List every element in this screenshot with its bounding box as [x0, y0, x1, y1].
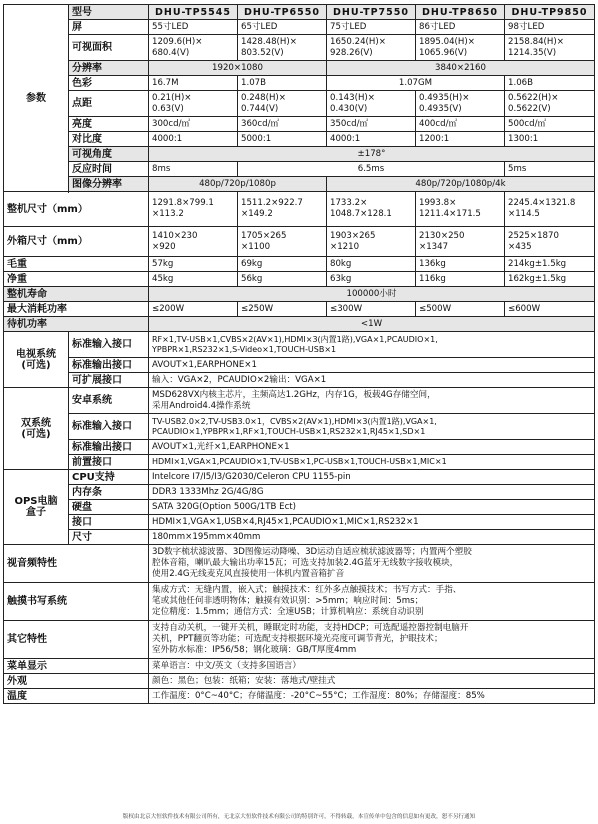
row-label: 标准输出接口: [69, 440, 149, 455]
dual-front-row: [4, 455, 595, 470]
cell: 工作温度：0°C~40°C；存储温度：-20°C~55°C；工作湿度：80%；存储湿度：85%: [149, 689, 595, 704]
row-label: 视音频特性: [4, 545, 149, 583]
line: RF×1,TV-USB×1,CVBS×2(AV×1),HDMI×3(内置1路),VGA×1,PCAUDIO×1,: [152, 334, 438, 344]
box-row: [4, 227, 595, 257]
line: 2525×1870: [508, 230, 559, 241]
ops-cpu-row: [4, 470, 595, 485]
model-name: DHU-TP5545: [149, 5, 238, 20]
life-row: [4, 287, 595, 302]
cell: SATA 320G(Option 500G/1TB Ect): [149, 500, 595, 515]
model-name: DHU-TP8650: [416, 5, 505, 20]
cell: [416, 35, 505, 61]
cell: 180mm×195mm×40mm: [149, 530, 595, 545]
cell: 57kg: [149, 257, 238, 272]
row-label: 可扩展接口: [69, 373, 149, 388]
tv-output-row: [4, 358, 595, 373]
cell: 86寸LED: [416, 20, 505, 35]
av-row: [4, 545, 595, 583]
line: 803.52(V): [241, 47, 284, 58]
row-label: 对比度: [69, 132, 149, 147]
row-label: 触摸书写系统: [4, 583, 149, 621]
cell: 1300:1: [505, 132, 595, 147]
line: 0.248(H)×: [241, 92, 286, 103]
cell: [238, 192, 327, 227]
line: 0.5622(H)×: [508, 92, 559, 103]
line: 1705×265: [241, 230, 287, 241]
copyright-footer: 版权由北京大恒软件技术有限公司所有，无北京大恒软件技术有限公司的特别许可，不得转载，本宣传单中包含的信息如有更改，恕不另行通知: [122, 814, 476, 820]
cell: [149, 91, 238, 117]
standby-row: [4, 317, 595, 332]
line: TV-USB2.0×2,TV-USB3.0×1，CVBS×2(AV×1),HDMI×3(内置1路),VGA×1,: [152, 416, 437, 426]
row-label: 标准输入接口: [69, 332, 149, 358]
line: 集成方式：无缝内置，嵌入式；触摸技术：红外多点触摸技术；书写方式：手指、: [152, 585, 462, 595]
cell: [327, 192, 416, 227]
cell: [149, 545, 595, 583]
line: 928.26(V): [330, 47, 373, 58]
line: 2158.84(H)×: [508, 36, 564, 47]
line: 1410×230: [152, 230, 198, 241]
line: 1428.48(H)×: [241, 36, 297, 47]
row-label: 亮度: [69, 117, 149, 132]
row-label: 分辨率: [69, 61, 149, 76]
row-label: 标准输入接口: [69, 414, 149, 440]
cell: 360cd/㎡: [238, 117, 327, 132]
resolution-row: [4, 61, 595, 76]
line: 0.21(H)×: [152, 92, 192, 103]
tv-ext-row: [4, 373, 595, 388]
line: ×114.5: [508, 209, 540, 219]
cell: 69kg: [238, 257, 327, 272]
brightness-row: [4, 117, 595, 132]
line: ×149.2: [241, 209, 273, 219]
temp-row: [4, 689, 595, 704]
row-label: 外箱尺寸（mm）: [4, 227, 149, 257]
cell: ≤200W: [149, 302, 238, 317]
cell: [149, 227, 238, 257]
cell: [416, 192, 505, 227]
section-ops: [4, 470, 69, 545]
model-name: DHU-TP7550: [327, 5, 416, 20]
line: OPS电脑: [14, 496, 58, 507]
cell: 75寸LED: [327, 20, 416, 35]
header-row: [4, 5, 595, 20]
row-label: 其它特性: [4, 621, 149, 659]
cell: 16.7M: [149, 76, 238, 91]
cell: 6.5ms: [238, 162, 505, 177]
cell: [238, 91, 327, 117]
line: 680.4(V): [152, 47, 190, 58]
cell: <1W: [149, 317, 595, 332]
line: 1214.35(V): [508, 47, 557, 58]
cell: 1.07B: [238, 76, 327, 91]
line: ×1210: [330, 241, 360, 252]
model-name: DHU-TP9850: [505, 5, 595, 20]
cell: ≤500W: [416, 302, 505, 317]
row-label: 反应时间: [69, 162, 149, 177]
line: (可选): [21, 359, 51, 371]
cell: 214kg±1.5kg: [505, 257, 595, 272]
line: 0.143(H)×: [330, 92, 375, 103]
cell: AVOUT×1,光纤×1,EARPHONE×1: [149, 440, 595, 455]
cell: 4000:1: [149, 132, 238, 147]
dual-output-row: [4, 440, 595, 455]
spec-table: [3, 4, 595, 704]
cell: [327, 227, 416, 257]
line: 支持自动关机，一键开关机，睡眠定时功能，支持HDCP；可选配遥控器控制电脑开: [152, 623, 469, 633]
line: 0.5622(V): [508, 103, 551, 114]
image-resolution-row: [4, 177, 595, 192]
line: 1733.2×: [330, 198, 368, 208]
cell: [149, 35, 238, 61]
cell: 300cd/㎡: [149, 117, 238, 132]
line: 0.4935(H)×: [419, 92, 470, 103]
cell: 8ms: [149, 162, 238, 177]
tv-input-row: [4, 332, 595, 358]
cell: [505, 227, 595, 257]
line: 1650.24(H)×: [330, 36, 386, 47]
area-row: [4, 35, 595, 61]
row-label: 温度: [4, 689, 149, 704]
response-row: [4, 162, 595, 177]
line: 1065.96(V): [419, 47, 468, 58]
line: 室外防水标准：IP56/58；钢化玻璃：GB/T厚度4mm: [152, 645, 357, 655]
color-row: [4, 76, 595, 91]
line: 1211.4×171.5: [419, 209, 481, 219]
line: 盒子: [26, 507, 46, 518]
row-label: 安卓系统: [69, 388, 149, 414]
cell: 1200:1: [416, 132, 505, 147]
row-label: CPU支持: [69, 470, 149, 485]
line: 1895.04(H)×: [419, 36, 475, 47]
line: 1209.6(H)×: [152, 36, 203, 47]
cell: [149, 192, 238, 227]
line: YPBPR×1,RS232×1,S-Video×1,TOUCH-USB×1: [152, 344, 337, 354]
model-name: DHU-TP6550: [238, 5, 327, 20]
cell: ≤600W: [505, 302, 595, 317]
line: 2245.4×1321.8: [508, 198, 576, 208]
cell: [327, 91, 416, 117]
line: ×1100: [241, 241, 271, 252]
row-label: 接口: [69, 515, 149, 530]
ops-mem-row: [4, 485, 595, 500]
cell: [327, 35, 416, 61]
line: 1511.2×922.7: [241, 198, 303, 208]
section-tv: [4, 332, 69, 388]
line: 关机，PPT翻页等功能；可选配支持根据环境光亮度可调节背光，护眼技术；: [152, 634, 443, 644]
cell: 65寸LED: [238, 20, 327, 35]
cell: 1.07GM: [327, 76, 505, 91]
row-label: 最大消耗功率: [4, 302, 149, 317]
cell: 100000小时: [149, 287, 595, 302]
cell: ≤300W: [327, 302, 416, 317]
cell: 480p/720p/1080p: [149, 177, 327, 192]
row-label: 硬盘: [69, 500, 149, 515]
cell: 菜单语言：中文/英文（支持多国语言）: [149, 659, 595, 674]
cell: 3840×2160: [327, 61, 595, 76]
cell: HDMI×1,VGA×1,USB×4,RJ45×1,PCAUDIO×1,MIC×1,RS232×1: [149, 515, 595, 530]
dual-input-row: [4, 414, 595, 440]
row-label: 待机功率: [4, 317, 149, 332]
size-row: [4, 192, 595, 227]
look-row: [4, 674, 595, 689]
cell: 400cd/㎡: [416, 117, 505, 132]
row-label: 标准输出接口: [69, 358, 149, 373]
cell: 颜色：黑色；包装：纸箱；安装：落地式/壁挂式: [149, 674, 595, 689]
row-label: 前置接口: [69, 455, 149, 470]
line: 腔体音箱，喇叭最大输出功率15瓦；可选支持加装2.4G蓝牙无线数字接收模块，: [152, 558, 459, 568]
cell: 480p/720p/1080p/4k: [327, 177, 595, 192]
row-label: 净重: [4, 272, 149, 287]
cell: ±178°: [149, 147, 595, 162]
line: MSD628VX内核主芯片，主频高达1.2GHz，内存1G，板载4G存储空间，: [152, 389, 436, 400]
line: 定位精度：1.5mm；通信方式：全速USB；计算机响应：系统自动识别: [152, 607, 424, 617]
line: ×1347: [419, 241, 449, 252]
row-label: 毛重: [4, 257, 149, 272]
line: PCAUDIO×1,YPBPR×1,RF×1,TOUCH-USB×1,RS232×1,RJ45×1,SD×1: [152, 426, 426, 436]
cell: 80kg: [327, 257, 416, 272]
row-label: 内存条: [69, 485, 149, 500]
line: ×920: [152, 241, 176, 252]
line: 1903×265: [330, 230, 376, 241]
cell: [149, 332, 595, 358]
cell: 98寸LED: [505, 20, 595, 35]
power-row: [4, 302, 595, 317]
line: 笔或其他任何非透明物体；触摸有效识别：>5mm；响应时间：5ms；: [152, 596, 424, 606]
ops-port-row: [4, 515, 595, 530]
row-label: 色彩: [69, 76, 149, 91]
line: (可选): [21, 428, 51, 440]
line: 使用2.4G无线麦克风直接使用一体机内置音箱扩音: [152, 569, 345, 579]
cell: 输入：VGA×2，PCAUDIO×2输出：VGA×1: [149, 373, 595, 388]
pitch-row: [4, 91, 595, 117]
cell: [416, 91, 505, 117]
line: 3D数字梳状滤波器、3D图像运动降噪、3D运动自适应梳状滤波器等；内置两个塑胶: [152, 547, 472, 557]
cell: 350cd/㎡: [327, 117, 416, 132]
cell: [149, 388, 595, 414]
row-label: 整机尺寸（mm）: [4, 192, 149, 227]
row-label: 可视角度: [69, 147, 149, 162]
dual-android-row: [4, 388, 595, 414]
line: 1291.8×799.1: [152, 198, 214, 208]
cell: 5000:1: [238, 132, 327, 147]
cell: [416, 227, 505, 257]
row-label: 整机寿命: [4, 287, 149, 302]
row-label: 屏: [69, 20, 149, 35]
cell: AVOUT×1,EARPHONE×1: [149, 358, 595, 373]
row-label: 菜单显示: [4, 659, 149, 674]
cell: 500cd/㎡: [505, 117, 595, 132]
line: 电视系统: [16, 348, 56, 360]
line: ×435: [508, 241, 532, 252]
line: 0.63(V): [152, 103, 184, 114]
cell: 5ms: [505, 162, 595, 177]
row-label: 可视面积: [69, 35, 149, 61]
line: 0.4935(V): [419, 103, 462, 114]
line: 采用Android4.4操作系统: [152, 400, 251, 411]
cell: 56kg: [238, 272, 327, 287]
cell: 55寸LED: [149, 20, 238, 35]
contrast-row: [4, 132, 595, 147]
cell: [238, 35, 327, 61]
cell: HDMI×1,VGA×1,PCAUDIO×1,TV-USB×1,PC-USB×1,TOUCH-USB×1,MIC×1: [149, 455, 595, 470]
ops-disk-row: [4, 500, 595, 515]
cell: 162kg±1.5kg: [505, 272, 595, 287]
screen-row: [4, 20, 595, 35]
touch-row: [4, 583, 595, 621]
other-row: [4, 621, 595, 659]
model-label: 型号: [69, 5, 149, 20]
line: 2130×250: [419, 230, 465, 241]
angle-row: [4, 147, 595, 162]
cell: 1920×1080: [149, 61, 327, 76]
cell: 1.06B: [505, 76, 595, 91]
menu-row: [4, 659, 595, 674]
cell: [149, 583, 595, 621]
line: ×113.2: [152, 209, 184, 219]
cell: 116kg: [416, 272, 505, 287]
line: 0.744(V): [241, 103, 279, 114]
cell: Intelcore I7/I5/I3/G2030/Celeron CPU 1155-pin: [149, 470, 595, 485]
line: 1993.8×: [419, 198, 457, 208]
cell: ≤250W: [238, 302, 327, 317]
cell: [505, 192, 595, 227]
cell: [149, 414, 595, 440]
line: 双系统: [21, 417, 51, 429]
cell: [238, 227, 327, 257]
row-label: 尺寸: [69, 530, 149, 545]
cell: DDR3 1333Mhz 2G/4G/8G: [149, 485, 595, 500]
ops-dim-row: [4, 530, 595, 545]
cell: 4000:1: [327, 132, 416, 147]
line: 1048.7×128.1: [330, 209, 392, 219]
row-label: 图像分辨率: [69, 177, 149, 192]
cell: [149, 621, 595, 659]
cell: 63kg: [327, 272, 416, 287]
row-label: 点距: [69, 91, 149, 117]
cell: [505, 91, 595, 117]
cell: 45kg: [149, 272, 238, 287]
section-dual: [4, 388, 69, 470]
line: 0.430(V): [330, 103, 368, 114]
gross-row: [4, 257, 595, 272]
section-params: 参数: [4, 5, 69, 192]
net-row: [4, 272, 595, 287]
cell: 136kg: [416, 257, 505, 272]
cell: [505, 35, 595, 61]
row-label: 外观: [4, 674, 149, 689]
